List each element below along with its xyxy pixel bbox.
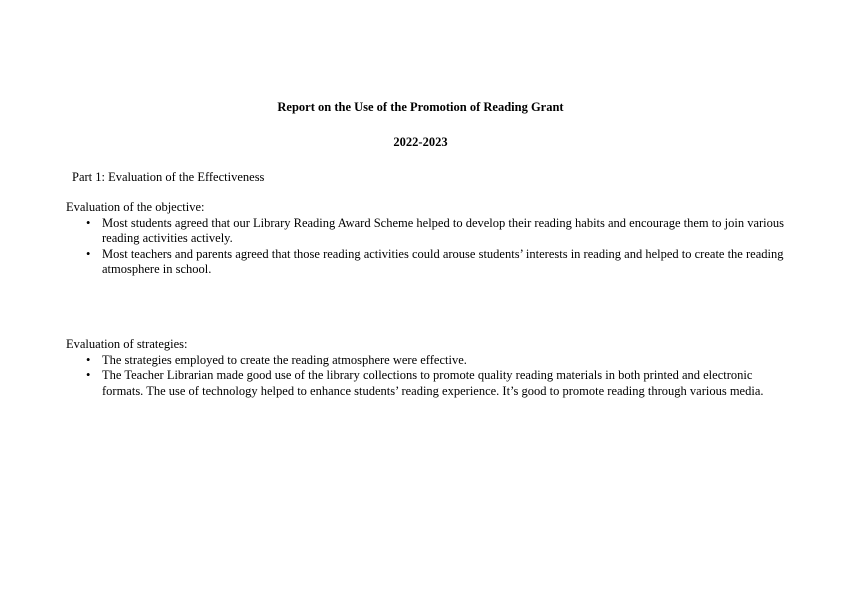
part-heading: Part 1: Evaluation of the Effectiveness xyxy=(72,170,265,184)
list-item-text: Most students agreed that our Library Reading Award Scheme helped to develop their reading habits and encourage them to join various reading activities actively. xyxy=(102,215,784,245)
bullet-icon: • xyxy=(86,368,91,382)
bullet-list xyxy=(66,216,786,278)
list-item xyxy=(66,353,786,369)
list-item-text: Most teachers and parents agreed that those reading activities could arouse students’ interests in reading and helped to create the reading atmosphere in school. xyxy=(102,246,784,276)
list-item xyxy=(66,368,786,399)
bullet-icon: • xyxy=(86,246,91,261)
section-evaluation-strategies xyxy=(66,337,786,399)
list-item-text: The Teacher Librarian made good use of the library collections to promote quality reading materials in both printed and electronic formats. The use of technology helped to enhance students’ reading experience. It’s good to promote reading through various media. xyxy=(102,368,764,398)
report-title: Report on the Use of the Promotion of Reading Grant xyxy=(277,100,564,114)
list-item xyxy=(66,216,786,247)
list-item-text: The strategies employed to create the reading atmosphere were effective. xyxy=(102,352,467,367)
bullet-list xyxy=(66,353,786,400)
section-heading: Evaluation of the objective: xyxy=(66,200,205,214)
bullet-icon: • xyxy=(86,352,91,367)
report-year: 2022-2023 xyxy=(393,135,448,149)
section-heading: Evaluation of strategies: xyxy=(66,337,188,351)
bullet-icon: • xyxy=(86,215,91,230)
list-item xyxy=(66,247,786,278)
section-evaluation-objective xyxy=(66,200,786,278)
